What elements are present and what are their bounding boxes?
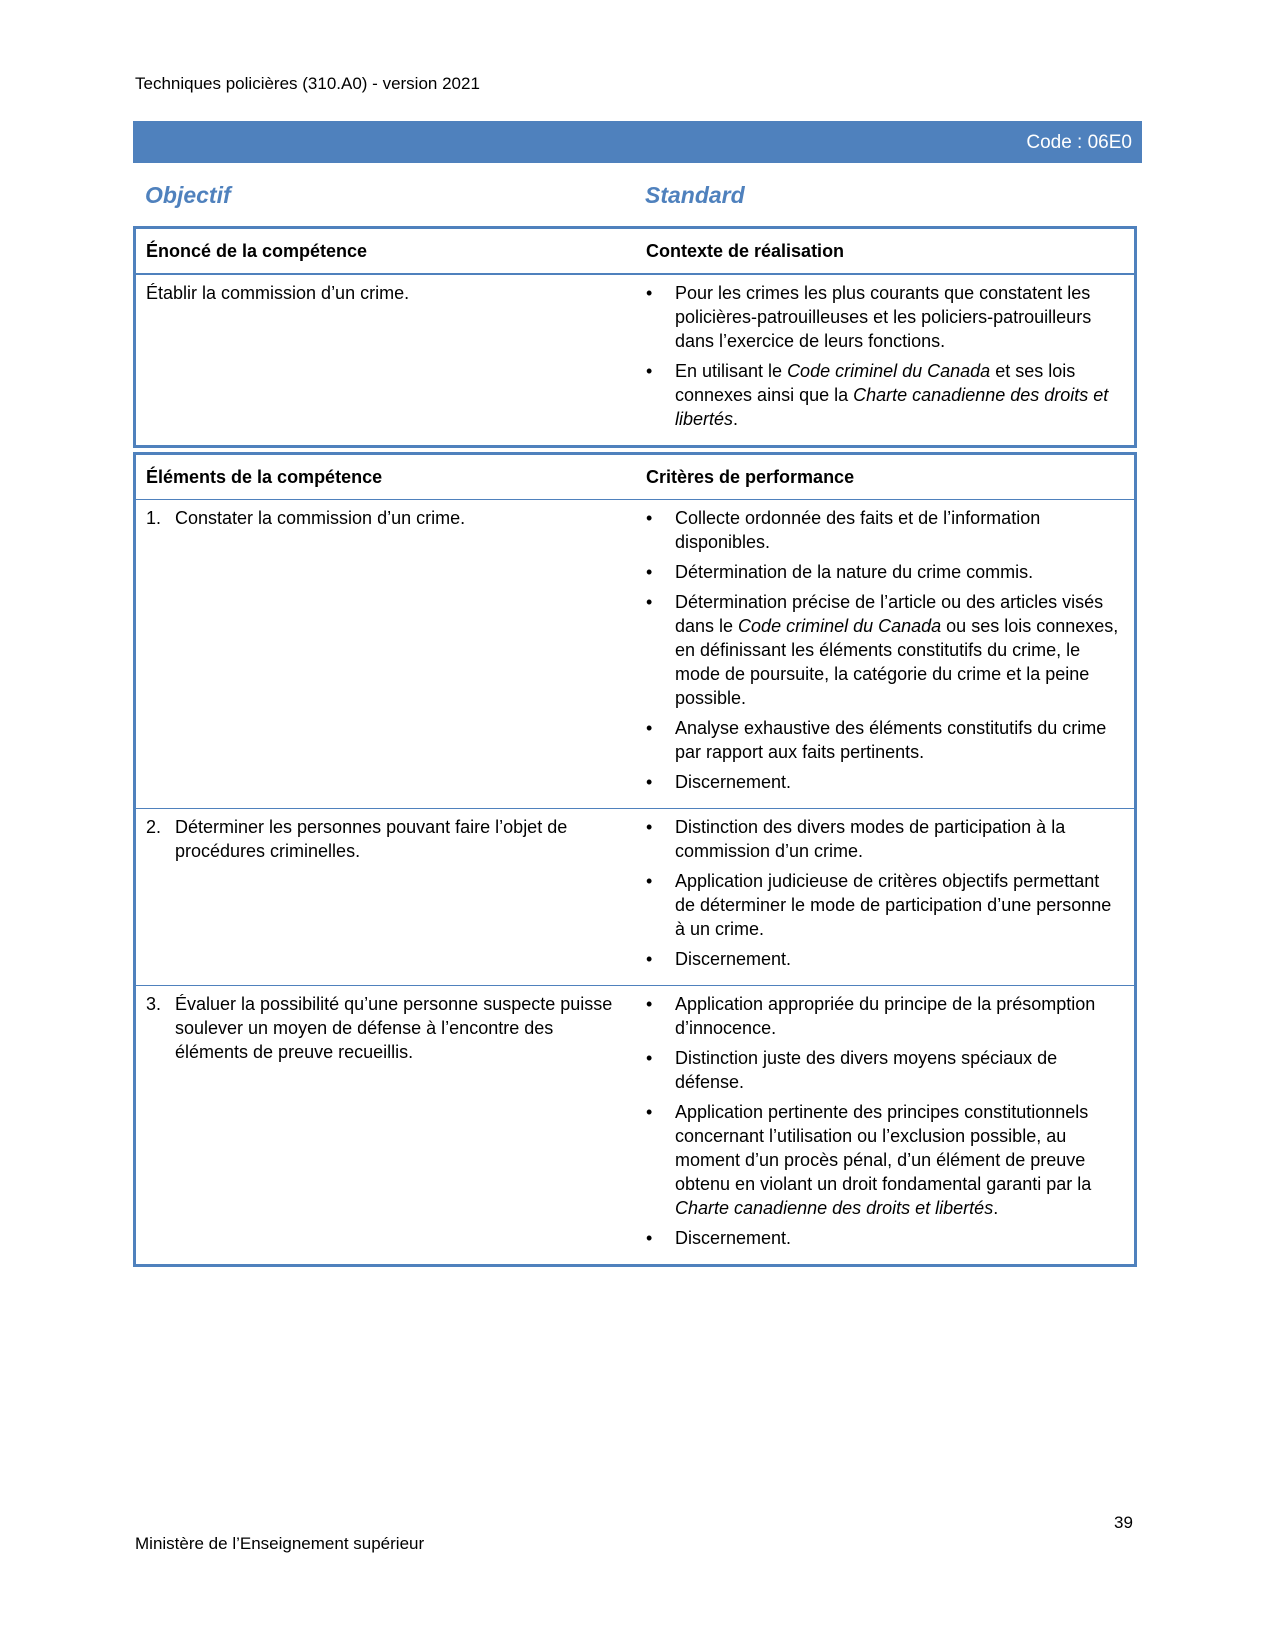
criterion-item: • Discernement. bbox=[646, 770, 1124, 794]
criteria-cell bbox=[636, 809, 1136, 986]
elements-table bbox=[133, 452, 1137, 1267]
standard-heading: Standard bbox=[645, 182, 745, 208]
elements-header: Éléments de la compétence bbox=[135, 454, 637, 500]
code-bar bbox=[133, 121, 1142, 163]
element-cell: 3. Évaluer la possibilité qu’une personne suspecte puisse soulever un moyen de défense à l’encontre des éléments de preuve recueillis. bbox=[135, 986, 637, 1266]
context-cell bbox=[636, 274, 1136, 447]
criterion-item: • Discernement. bbox=[646, 1226, 1124, 1250]
criterion-item: • Détermination précise de l’article ou des articles visés dans le Code criminel du Canada ou ses lois connexes, en définissant les éléments constitutifs du crime, le mode de poursuite, la catégorie du crime et la peine possible. bbox=[646, 590, 1124, 710]
criteria-header: Critères de performance bbox=[636, 454, 1136, 500]
context-item: • Pour les crimes les plus courants que constatent les policières-patrouilleuses et les policiers-patrouilleurs dans l’exercice de leurs fonctions. bbox=[646, 281, 1124, 353]
criterion-item: • Application appropriée du principe de la présomption d’innocence. bbox=[646, 992, 1124, 1040]
criterion-item: • Détermination de la nature du crime commis. bbox=[646, 560, 1124, 584]
table-row bbox=[135, 809, 1136, 986]
element-cell: 2. Déterminer les personnes pouvant faire l’objet de procédures criminelles. bbox=[135, 809, 637, 986]
criteria-cell bbox=[636, 986, 1136, 1266]
element-text: Constater la commission d’un crime. bbox=[175, 508, 466, 528]
table-row bbox=[135, 500, 1136, 809]
element-cell: 1. Constater la commission d’un crime. bbox=[135, 500, 637, 809]
table-row bbox=[135, 986, 1136, 1266]
statement-header: Énoncé de la compétence bbox=[135, 228, 637, 275]
objective-heading: Objectif bbox=[145, 182, 231, 208]
program-header: Techniques policières (310.A0) - version 2021 bbox=[135, 74, 480, 93]
criterion-item: • Application judicieuse de critères objectifs permettant de déterminer le mode de participation d’une personne à un crime. bbox=[646, 869, 1124, 941]
element-text: Évaluer la possibilité qu’une personne suspecte puisse soulever un moyen de défense à l’encontre des éléments de preuve recueillis. bbox=[175, 994, 613, 1062]
context-header: Contexte de réalisation bbox=[636, 228, 1136, 275]
criterion-item: • Application pertinente des principes constitutionnels concernant l’utilisation ou l’exclusion possible, au moment d’un procès pénal, d’un élément de preuve obtenu en violant un droit fondamental garanti par la Charte canadienne des droits et libertés. bbox=[646, 1100, 1124, 1220]
criterion-item: • Distinction juste des divers moyens spéciaux de défense. bbox=[646, 1046, 1124, 1094]
competence-code: Code : 06E0 bbox=[1026, 132, 1132, 153]
competence-statement: Établir la commission d’un crime. bbox=[146, 283, 410, 303]
criterion-item: • Discernement. bbox=[646, 947, 1124, 971]
competence-table bbox=[133, 226, 1137, 448]
criterion-item: • Distinction des divers modes de participation à la commission d’un crime. bbox=[646, 815, 1124, 863]
page-number: 39 bbox=[1114, 1513, 1133, 1532]
criterion-item: • Collecte ordonnée des faits et de l’information disponibles. bbox=[646, 506, 1124, 554]
context-item: • En utilisant le Code criminel du Canada et ses lois connexes ainsi que la Charte canadienne des droits et libertés. bbox=[646, 359, 1124, 431]
criteria-cell bbox=[636, 500, 1136, 809]
criterion-item: • Analyse exhaustive des éléments constitutifs du crime par rapport aux faits pertinents. bbox=[646, 716, 1124, 764]
element-text: Déterminer les personnes pouvant faire l’objet de procédures criminelles. bbox=[175, 817, 568, 861]
ministry-footer: Ministère de l’Enseignement supérieur bbox=[135, 1534, 425, 1553]
